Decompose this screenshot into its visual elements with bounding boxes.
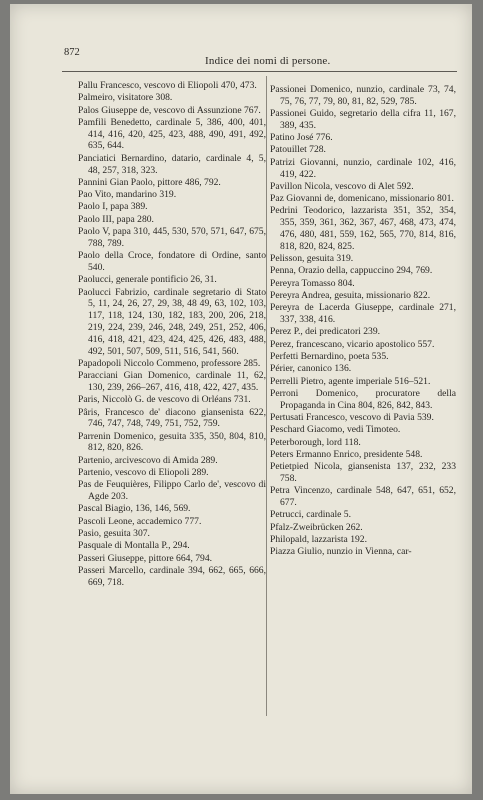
index-entry: Pannini Gian Paolo, pittore 486, 792. [78,176,221,188]
index-entry: Pallu Francesco, vescovo di Eliopoli 470, 473. [78,80,257,91]
index-entry: Petra Vincenzo, cardinale 548, 647, 651, 652, 677. [270,485,456,509]
index-entry: Passionei Domenico, nunzio, cardinale 73, 74, 75, 76, 77, 79, 80, 81, 82, 529, 785. [270,84,456,107]
index-entry: Peterborough, lord 118. [270,436,361,448]
index-entry: Panciatici Bernardino, datario, cardinale 4, 5, 48, 257, 318, 323. [78,152,266,176]
index-entry: Pascoli Leone, accademico 777. [78,515,202,527]
index-entry: Pascal Biagio, 136, 146, 569. [78,503,191,515]
index-entry: Papadopoli Niccolo Commeno, professore 285. [78,357,261,369]
index-entry: Perroni Domenico, procuratore della Propaganda in Cina 804, 826, 842, 843. [270,387,456,411]
index-entry: Partenio, arcivescovo di Amida 289. [78,454,218,466]
index-entry: Pfalz-Zweibrücken 262. [270,521,363,533]
running-title: Indice dei nomi di persone. [205,55,331,67]
index-entry: Piazza Giulio, nunzio in Vienna, car- [270,546,412,558]
index-entry: Pao Vito, mandarino 319. [78,189,177,201]
index-entry: Pelisson, gesuita 319. [270,253,354,265]
index-entry: Pedrini Teodorico, lazzarista 351, 352, 354, 355, 359, 361, 362, 367, 467, 468, 473, 474, 476, 480, 481, 559, 162, 565, 770, 814, 816, 818, 820, 824, 825. [270,205,456,252]
index-entry: Pasquale di Montalla P., 294. [78,540,190,552]
index-entry: Peschard Giacomo, vedi Timoteo. [270,424,401,436]
index-entry: Passeri Marcello, cardinale 394, 662, 665, 666, 669, 718. [78,564,266,588]
index-entry: Petietpied Nicola, giansenista 137, 232, 233 758. [270,461,456,484]
index-entry: Perrelli Pietro, agente imperiale 516–521. [270,375,431,387]
page-number: 872 [64,47,80,58]
index-entry: Pereyra de Lacerda Giuseppe, cardinale 271, 337, 338, 416. [270,302,456,326]
book-page [10,4,472,794]
index-entry: Paolo I, papa 389. [78,201,148,213]
index-entry: Perez, francescano, vicario apostolico 557. [270,338,435,350]
index-entry: Patouillet 728. [270,144,326,156]
index-entry: Passionei Guido, segretario della cifra 11, 167, 389, 435. [270,108,456,131]
index-entry: Parrenin Domenico, gesuita 335, 350, 804, 810, 812, 820, 826. [78,430,266,454]
index-entry: Perfetti Bernardino, poeta 535. [270,351,389,363]
index-entry: Penna, Orazio della, cappuccino 294, 769. [270,265,433,277]
index-entry: Passeri Giuseppe, pittore 664, 794. [78,552,213,564]
index-entry: Perez P., dei predicatori 239. [270,326,381,338]
index-entry: Paolo della Croce, fondatore di Ordine, santo 540. [78,250,266,273]
index-entry: Peters Ermanno Enrico, presidente 548. [270,448,423,460]
index-entry: Paris, Niccolò G. de vescovo di Orléans 731. [78,394,251,406]
index-entry: Pereyra Tomasso 804. [270,277,355,289]
index-entry: Pas de Feuquières, Filippo Carlo de', vescovo di Agde 203. [78,479,266,503]
index-entry: Palos Giuseppe de, vescovo di Assunzione 767. [78,104,261,116]
index-entry: Patrizi Giovanni, nunzio, cardinale 102, 416, 419, 422. [270,156,456,180]
index-entry: Paolo III, papa 280. [78,213,154,225]
index-entry: Paolucci, generale pontificio 26, 31. [78,274,217,286]
index-entry: Paolucci Fabrizio, cardinale segretario di Stato 5, 11, 24, 26, 27, 29, 38, 48 49, 63, 102, 103, 117, 118, 124, 130, 182, 183, 200, 206, 218, 219, 224, 239, 246, 248, 249, 251, 252, 406, 416, 418, 421, 423, 424, 425, 426, 483, 488, 492, 501, 507, 509, 511, 516, 541, 560. [78,286,266,357]
left-index-column [78,80,266,589]
index-entry: Paz Giovanni de, domenicano, missionario 801. [270,193,454,205]
index-entry: Pertusati Francesco, vescovo di Pavia 539. [270,412,434,424]
index-entry: Périer, canonico 136. [270,363,352,375]
index-entry: Pâris, Francesco de' diacono giansenista 622, 746, 747, 748, 749, 751, 752, 759. [78,406,266,430]
index-entry: Pereyra Andrea, gesuita, missionario 822. [270,290,431,302]
index-entry: Paracciani Gian Domenico, cardinale 11, 62, 130, 239, 266–267, 416, 418, 422, 427, 435. [78,370,266,393]
index-entry: Paolo V, papa 310, 445, 530, 570, 571, 647, 675, 788, 789. [78,226,266,249]
index-entry: Partenio, vescovo di Eliopoli 289. [78,467,209,478]
index-entry: Pavillon Nicola, vescovo di Alet 592. [270,180,414,192]
header-rule [62,71,457,72]
index-entry: Petrucci, cardinale 5. [270,509,351,521]
index-entry: Pasio, gesuita 307. [78,527,150,539]
index-entry: Philopald, lazzarista 192. [270,533,367,545]
index-entry: Palmeiro, visitatore 308. [78,92,173,104]
column-divider [266,76,267,716]
index-entry: Pamfili Benedetto, cardinale 5, 386, 400, 401, 414, 416, 420, 425, 423, 488, 490, 491, 492, 635, 644. [78,116,266,152]
index-entry: Patino José 776. [270,132,333,144]
right-index-column [270,84,456,559]
